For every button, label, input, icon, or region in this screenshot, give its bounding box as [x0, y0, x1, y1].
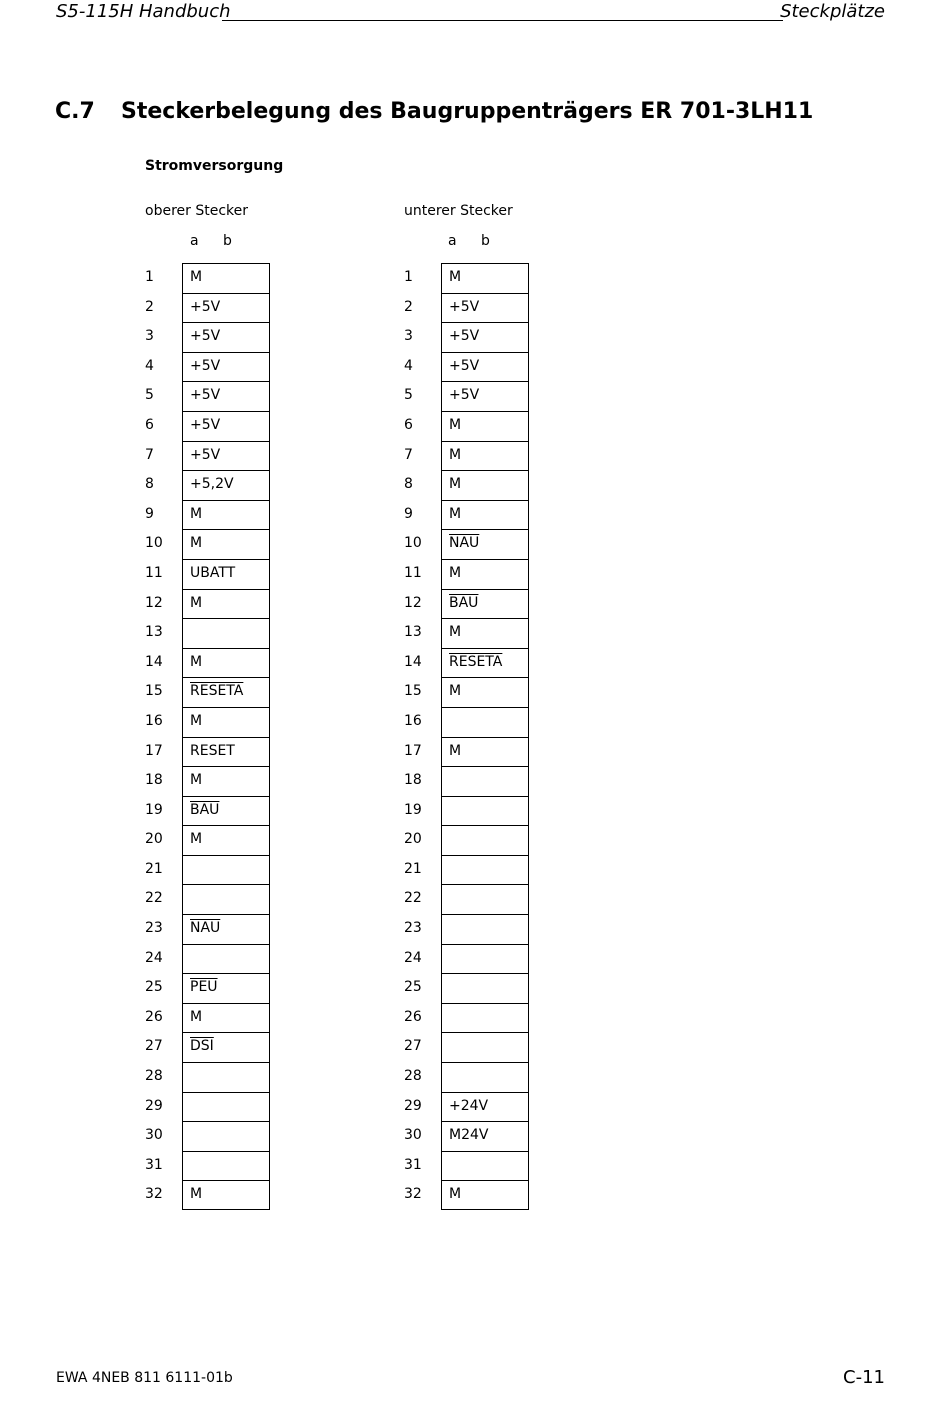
- pin-assignment-cell: [182, 796, 270, 826]
- pin-signal: M: [449, 742, 462, 759]
- pin-signal: $\overline{NAU}$: [190, 920, 221, 937]
- pin-number: 24: [145, 949, 163, 966]
- pin-signal: M: [190, 535, 203, 552]
- pin-signal: M: [449, 269, 462, 285]
- pin-number: 4: [145, 357, 154, 374]
- pin-number: 18: [404, 772, 422, 789]
- pin-assignment-cell: [182, 559, 270, 589]
- pin-signal: M: [449, 416, 462, 433]
- pin-assignment-cell: [441, 677, 529, 707]
- pin-signal: $\overline{PEU}$: [190, 979, 218, 996]
- lower-col-b-label: b: [481, 233, 490, 249]
- pin-assignment-cell: [441, 381, 529, 411]
- pin-number: 13: [145, 624, 163, 641]
- pin-signal: +5,2V: [190, 476, 234, 493]
- pin-signal: M: [190, 1186, 203, 1203]
- pin-signal: M24V: [449, 1127, 489, 1144]
- upper-col-b-label: b: [223, 233, 232, 249]
- pin-assignment-cell: [182, 381, 270, 411]
- pin-number: 12: [145, 594, 163, 611]
- pin-number: 29: [145, 1097, 163, 1114]
- pin-number: 14: [404, 653, 422, 670]
- pin-assignment-cell: [441, 293, 529, 323]
- pin-assignment-cell: [182, 618, 270, 648]
- pin-number: 26: [404, 1008, 422, 1025]
- header-chapter-title: Steckplätze: [780, 1, 885, 22]
- pin-signal: +5V: [449, 298, 480, 315]
- pin-signal: RESETA: [449, 653, 503, 670]
- pin-assignment-cell: [182, 263, 270, 293]
- pin-number: 31: [145, 1156, 163, 1173]
- pin-assignment-cell: [441, 1180, 529, 1210]
- pin-number: 24: [404, 949, 422, 966]
- pin-signal: M: [449, 1186, 462, 1203]
- pin-assignment-cell: [441, 1151, 529, 1181]
- pin-signal: +5V: [449, 387, 480, 404]
- pin-signal: RESET: [190, 742, 235, 759]
- pin-number: 3: [404, 328, 413, 345]
- pin-signal: M: [190, 712, 203, 729]
- pin-assignment-cell: [441, 1121, 529, 1151]
- pin-number: 17: [404, 742, 422, 759]
- pin-number: 21: [145, 860, 163, 877]
- pin-number: 10: [145, 535, 163, 552]
- pin-number: 5: [404, 387, 413, 404]
- pin-assignment-cell: [182, 1062, 270, 1092]
- pin-number: 22: [145, 890, 163, 907]
- pin-assignment-cell: [441, 914, 529, 944]
- pin-assignment-cell: [441, 1092, 529, 1122]
- pin-number: 20: [145, 831, 163, 848]
- pin-number: 22: [404, 890, 422, 907]
- pin-assignment-cell: [441, 973, 529, 1003]
- lower-col-a-label: a: [448, 233, 457, 249]
- pin-assignment-cell: [441, 884, 529, 914]
- pin-assignment-cell: [182, 1003, 270, 1033]
- pin-signal: $\overline{DSI}$: [190, 1038, 214, 1055]
- pin-assignment-cell: [441, 1003, 529, 1033]
- pin-assignment-cell: [441, 766, 529, 796]
- pin-signal: UBATT: [190, 564, 236, 581]
- pin-signal: +5V: [190, 357, 221, 374]
- pin-assignment-cell: [182, 1180, 270, 1210]
- pin-assignment-cell: [441, 707, 529, 737]
- pin-signal: M: [449, 505, 462, 522]
- pin-number: 32: [404, 1186, 422, 1203]
- pin-assignment-cell: [182, 1121, 270, 1151]
- pin-number: 18: [145, 772, 163, 789]
- pin-signal: M: [190, 1008, 203, 1025]
- pin-assignment-cell: [182, 293, 270, 323]
- pin-signal: M: [449, 683, 462, 700]
- pin-number: 28: [404, 1068, 422, 1085]
- pin-number: 6: [145, 416, 154, 433]
- pin-assignment-cell: [182, 1032, 270, 1062]
- pin-assignment-cell: [441, 825, 529, 855]
- pin-number: 26: [145, 1008, 163, 1025]
- pin-assignment-cell: [441, 263, 529, 293]
- pin-number: 15: [145, 683, 163, 700]
- pin-number: 3: [145, 328, 154, 345]
- pin-signal: $\overline{BAU}$: [190, 801, 220, 818]
- pin-number: 7: [404, 446, 413, 463]
- pin-number: 25: [404, 979, 422, 996]
- pin-number: 16: [404, 712, 422, 729]
- pin-number: 8: [404, 476, 413, 493]
- subheading: Stromversorgung: [145, 158, 284, 174]
- pin-number: 28: [145, 1068, 163, 1085]
- header-rule: [222, 20, 783, 21]
- pin-assignment-cell: [441, 1032, 529, 1062]
- upper-col-a-label: a: [190, 233, 199, 249]
- pin-signal: +5V: [449, 328, 480, 345]
- pin-assignment-cell: [441, 737, 529, 767]
- pin-assignment-cell: [182, 470, 270, 500]
- pin-number: 1: [145, 269, 154, 285]
- pin-number: 11: [404, 564, 422, 581]
- pin-number: 16: [145, 712, 163, 729]
- pin-assignment-cell: [441, 1062, 529, 1092]
- pin-number: 23: [404, 920, 422, 937]
- pin-number: 11: [145, 564, 163, 581]
- pin-number: 31: [404, 1156, 422, 1173]
- pin-signal: +5V: [190, 416, 221, 433]
- pin-assignment-cell: [441, 500, 529, 530]
- pin-number: 13: [404, 624, 422, 641]
- lower-connector-label: unterer Stecker: [404, 203, 513, 219]
- pin-number: 2: [404, 298, 413, 315]
- pin-assignment-cell: [182, 1092, 270, 1122]
- pin-assignment-cell: [182, 737, 270, 767]
- pin-assignment-cell: [441, 855, 529, 885]
- pin-signal: M: [449, 624, 462, 641]
- pin-number: 23: [145, 920, 163, 937]
- pin-number: 30: [145, 1127, 163, 1144]
- pin-assignment-cell: [182, 944, 270, 974]
- pin-assignment-cell: [441, 441, 529, 471]
- pin-number: 32: [145, 1186, 163, 1203]
- pin-number: 25: [145, 979, 163, 996]
- pin-assignment-cell: [182, 648, 270, 678]
- pin-signal: +5V: [190, 298, 221, 315]
- pin-assignment-cell: [441, 648, 529, 678]
- pin-number: 17: [145, 742, 163, 759]
- pin-assignment-cell: [182, 411, 270, 441]
- footer-document-id: EWA 4NEB 811 6111-01b: [56, 1370, 233, 1386]
- page-number: C-11: [843, 1367, 885, 1388]
- pin-number: 9: [404, 505, 413, 522]
- pin-number: 14: [145, 653, 163, 670]
- pin-number: 4: [404, 357, 413, 374]
- pin-number: 9: [145, 505, 154, 522]
- pin-number: 7: [145, 446, 154, 463]
- pin-assignment-cell: [182, 914, 270, 944]
- pin-signal: M: [190, 269, 203, 285]
- pin-assignment-cell: [441, 589, 529, 619]
- pin-assignment-cell: [441, 529, 529, 559]
- pin-signal: M: [449, 446, 462, 463]
- pin-number: 27: [404, 1038, 422, 1055]
- pin-assignment-cell: [182, 589, 270, 619]
- pin-assignment-cell: [441, 470, 529, 500]
- pin-signal: $\overline{BAU}$: [449, 594, 479, 611]
- pin-signal: M: [190, 594, 203, 611]
- pin-number: 19: [145, 801, 163, 818]
- pin-assignment-cell: [441, 559, 529, 589]
- pin-signal: M: [190, 653, 203, 670]
- pin-number: 19: [404, 801, 422, 818]
- pin-assignment-cell: [182, 322, 270, 352]
- pin-signal: +5V: [190, 446, 221, 463]
- pin-number: 12: [404, 594, 422, 611]
- pin-number: 30: [404, 1127, 422, 1144]
- section-title: Steckerbelegung des Baugruppenträgers ER 701-3LH11: [121, 99, 814, 124]
- pin-number: 5: [145, 387, 154, 404]
- pin-number: 15: [404, 683, 422, 700]
- pin-assignment-cell: [182, 677, 270, 707]
- pin-assignment-cell: [182, 1151, 270, 1181]
- pin-signal: M: [190, 505, 203, 522]
- pin-assignment-cell: [441, 796, 529, 826]
- pin-signal: +5V: [190, 328, 221, 345]
- pin-assignment-cell: [182, 766, 270, 796]
- pin-signal: $\overline{NAU}$: [449, 535, 480, 552]
- pin-assignment-cell: [182, 500, 270, 530]
- pin-assignment-cell: [441, 944, 529, 974]
- pin-number: 20: [404, 831, 422, 848]
- pin-assignment-cell: [182, 707, 270, 737]
- section-number: C.7: [55, 99, 95, 124]
- pin-signal: M: [449, 476, 462, 493]
- pin-assignment-cell: [182, 884, 270, 914]
- pin-assignment-cell: [182, 529, 270, 559]
- pin-assignment-cell: [182, 441, 270, 471]
- pin-number: 8: [145, 476, 154, 493]
- pin-signal: M: [449, 564, 462, 581]
- pin-signal: +5V: [449, 357, 480, 374]
- pin-signal: RESETA: [190, 683, 244, 700]
- header-manual-title: S5-115H Handbuch: [56, 1, 231, 22]
- pin-assignment-cell: [441, 618, 529, 648]
- pin-assignment-cell: [441, 352, 529, 382]
- pin-assignment-cell: [441, 411, 529, 441]
- pin-number: 2: [145, 298, 154, 315]
- pin-number: 1: [404, 269, 413, 285]
- pin-number: 29: [404, 1097, 422, 1114]
- pin-assignment-cell: [182, 973, 270, 1003]
- pin-number: 10: [404, 535, 422, 552]
- pin-number: 6: [404, 416, 413, 433]
- pin-signal: M: [190, 831, 203, 848]
- pin-assignment-cell: [182, 855, 270, 885]
- pin-number: 21: [404, 860, 422, 877]
- pin-assignment-cell: [182, 352, 270, 382]
- pin-signal: +5V: [190, 387, 221, 404]
- pin-assignment-cell: [182, 825, 270, 855]
- pin-assignment-cell: [441, 322, 529, 352]
- pin-signal: +24V: [449, 1097, 489, 1114]
- upper-connector-label: oberer Stecker: [145, 203, 248, 219]
- pin-number: 27: [145, 1038, 163, 1055]
- pin-signal: M: [190, 772, 203, 789]
